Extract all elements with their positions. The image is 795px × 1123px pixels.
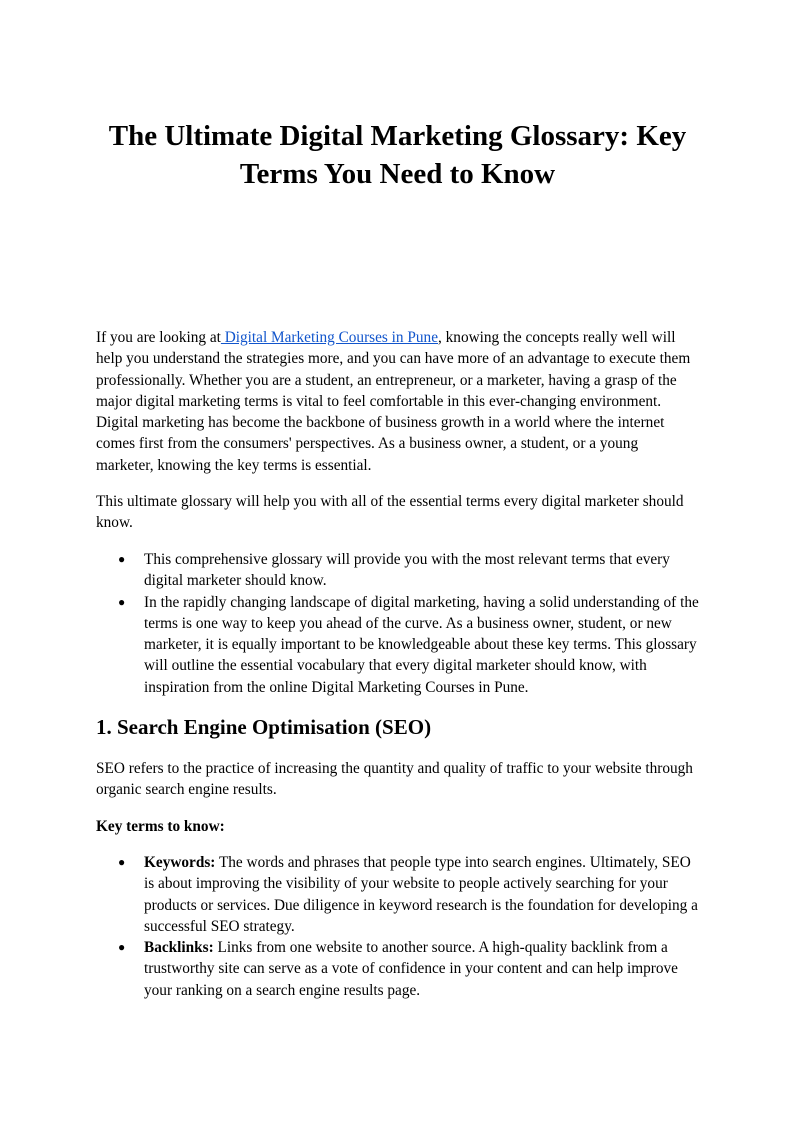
intro-paragraph — [96, 327, 699, 476]
intro-bullet-list — [96, 549, 699, 698]
key-terms-label: Key terms to know: — [96, 818, 225, 835]
list-item — [96, 852, 699, 937]
digital-marketing-courses-link[interactable]: Digital Marketing Courses in Pune — [220, 329, 438, 346]
bullet-icon: ● — [118, 855, 126, 869]
list-item — [96, 592, 699, 698]
list-item — [96, 549, 699, 592]
bullet-icon: ● — [118, 940, 126, 955]
list-item-text: This comprehensive glossary will provide you with the most relevant terms that every digital marketer should know. — [144, 551, 670, 590]
term-definition: Links from one website to another source. A high-quality backlink from a trustworthy site can serve as a vote of confidence in your content and can help improve your ranking on a search engine results page. — [144, 939, 678, 999]
term-label: Backlinks: — [144, 939, 214, 957]
term-label: Keywords: — [144, 854, 216, 871]
list-item — [96, 937, 699, 1001]
term-definition: The words and phrases that people type into search engines. Ultimately, SEO is about improving the visibility of your website to people actively searching for your products or services. Due diligence in keyword research is the foundation for developing a successful SEO strategy. — [144, 854, 698, 935]
bullet-icon: ● — [118, 594, 126, 609]
section-heading-seo: 1. Search Engine Optimisation (SEO) — [96, 715, 432, 739]
document-title: The Ultimate Digital Marketing Glossary: Key Terms You Need to Know — [108, 120, 687, 190]
intro-text-after-link: , knowing the concepts really well will help you understand the strategies more, and you can have more of an advantage to execute them professionally. Whether you are a student, an entrepreneur, or a marketer, having a grasp of the major digital marketing terms is vital to feel comfortable in this ever-changing environment. Digital marketing has become the backbone of business growth in a world where the internet comes first from the consumers' perspectives. As a business owner, a student, or a young marketer, knowing the key terms is essential. — [96, 329, 691, 474]
seo-description: SEO refers to the practice of increasing the quantity and quality of traffic to your website through organic search engine results. — [96, 760, 693, 799]
glossary-intro-paragraph: This ultimate glossary will help you with all of the essential terms every digital marketer should know. — [96, 493, 684, 532]
bullet-icon: ● — [118, 552, 126, 566]
key-terms-list — [96, 852, 699, 1001]
list-item-text: In the rapidly changing landscape of digital marketing, having a solid understanding of the terms is one way to keep you ahead of the curve. As a business owner, student, or new marketer, it is equally important to be knowledgeable about these key terms. This glossary will outline the essential vocabulary that every digital marketer should know, with inspiration from the online Digital Marketing Courses in Pune. — [144, 593, 699, 696]
intro-text-before-link: If you are looking at — [96, 329, 221, 346]
